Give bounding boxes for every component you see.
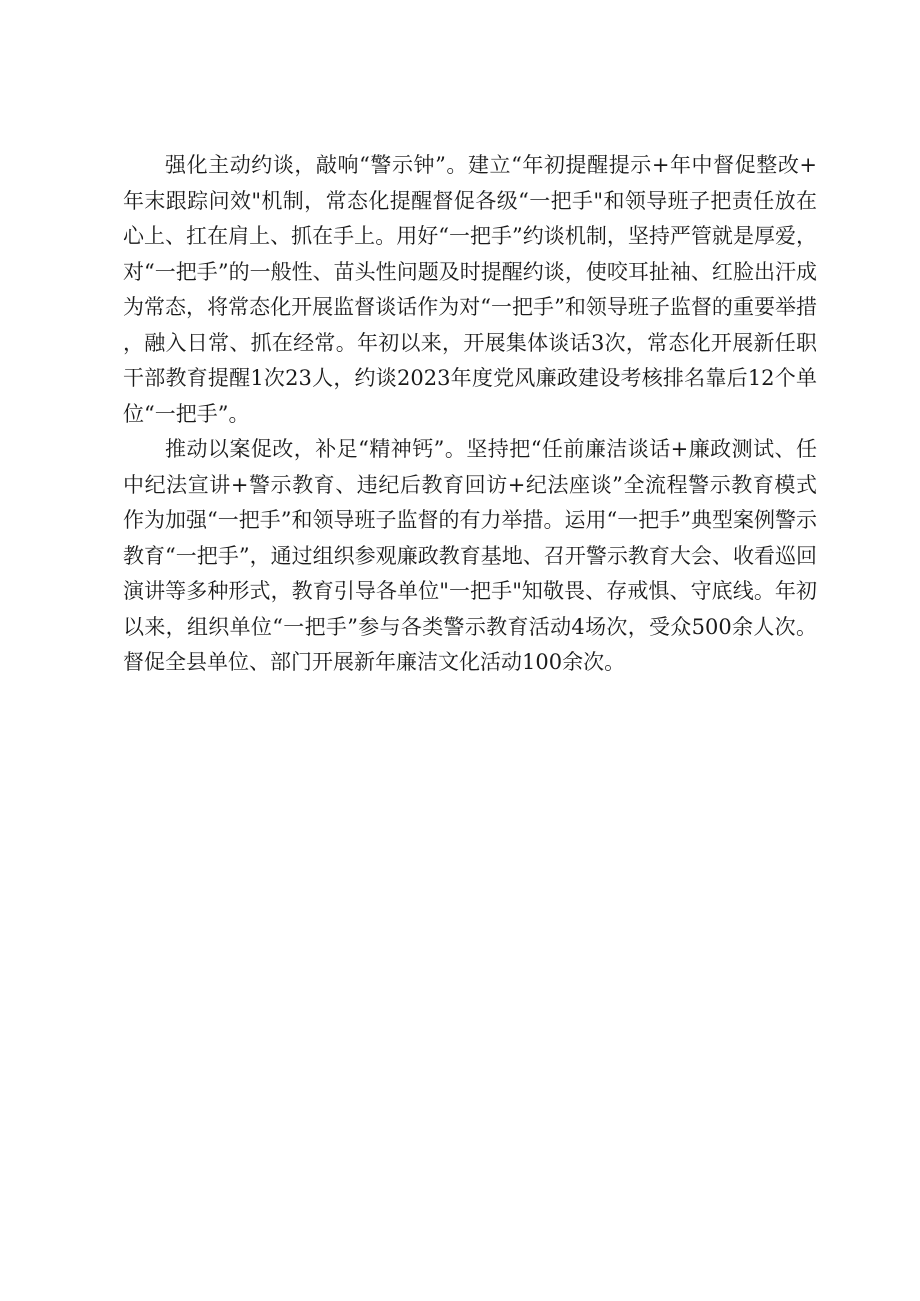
document-body xyxy=(123,148,817,681)
paragraph-warning-education: 推动以案促改，补足“精神钙”。坚持把“任前廉洁谈话+廉政测试、任中纪法宣讲+警示教育、违纪后教育回访+纪法座谈”全流程警示教育模式作为加强“一把手”和领导班子监督的有力举措。运用“一把手”典型案例警示教育“一把手”，通过组织参观廉政教育基地、召开警示教育大会、收看巡回演讲等多种形式，教育引导各单位"一把手"知敬畏、存戒惧、守底线。年初以来，组织单位“一把手”参与各类警示教育活动4场次，受众500余人次。督促全县单位、部门开展新年廉洁文化活动100余次。 xyxy=(123,437,817,674)
paragraph-interview: 强化主动约谈，敲响“警示钟”。建立“年初提醒提示+年中督促整改+年末跟踪问效"机制，常态化提醒督促各级“一把手"和领导班子把责任放在心上、扛在肩上、抓在手上。用好“一把手”约谈机制，坚持严管就是厚爱，对“一把手”的一般性、苗头性问题及时提醒约谈，使咬耳扯袖、红脸出汗成为常态，将常态化开展监督谈话作为对“一把手”和领导班子监督的重要举措，融入日常、抓在经常。年初以来，开展集体谈话3次，常态化开展新任职干部教育提醒1次23人，约谈2023年度党风廉政建设考核排名靠后12个单位“一把手”。 xyxy=(123,153,817,426)
